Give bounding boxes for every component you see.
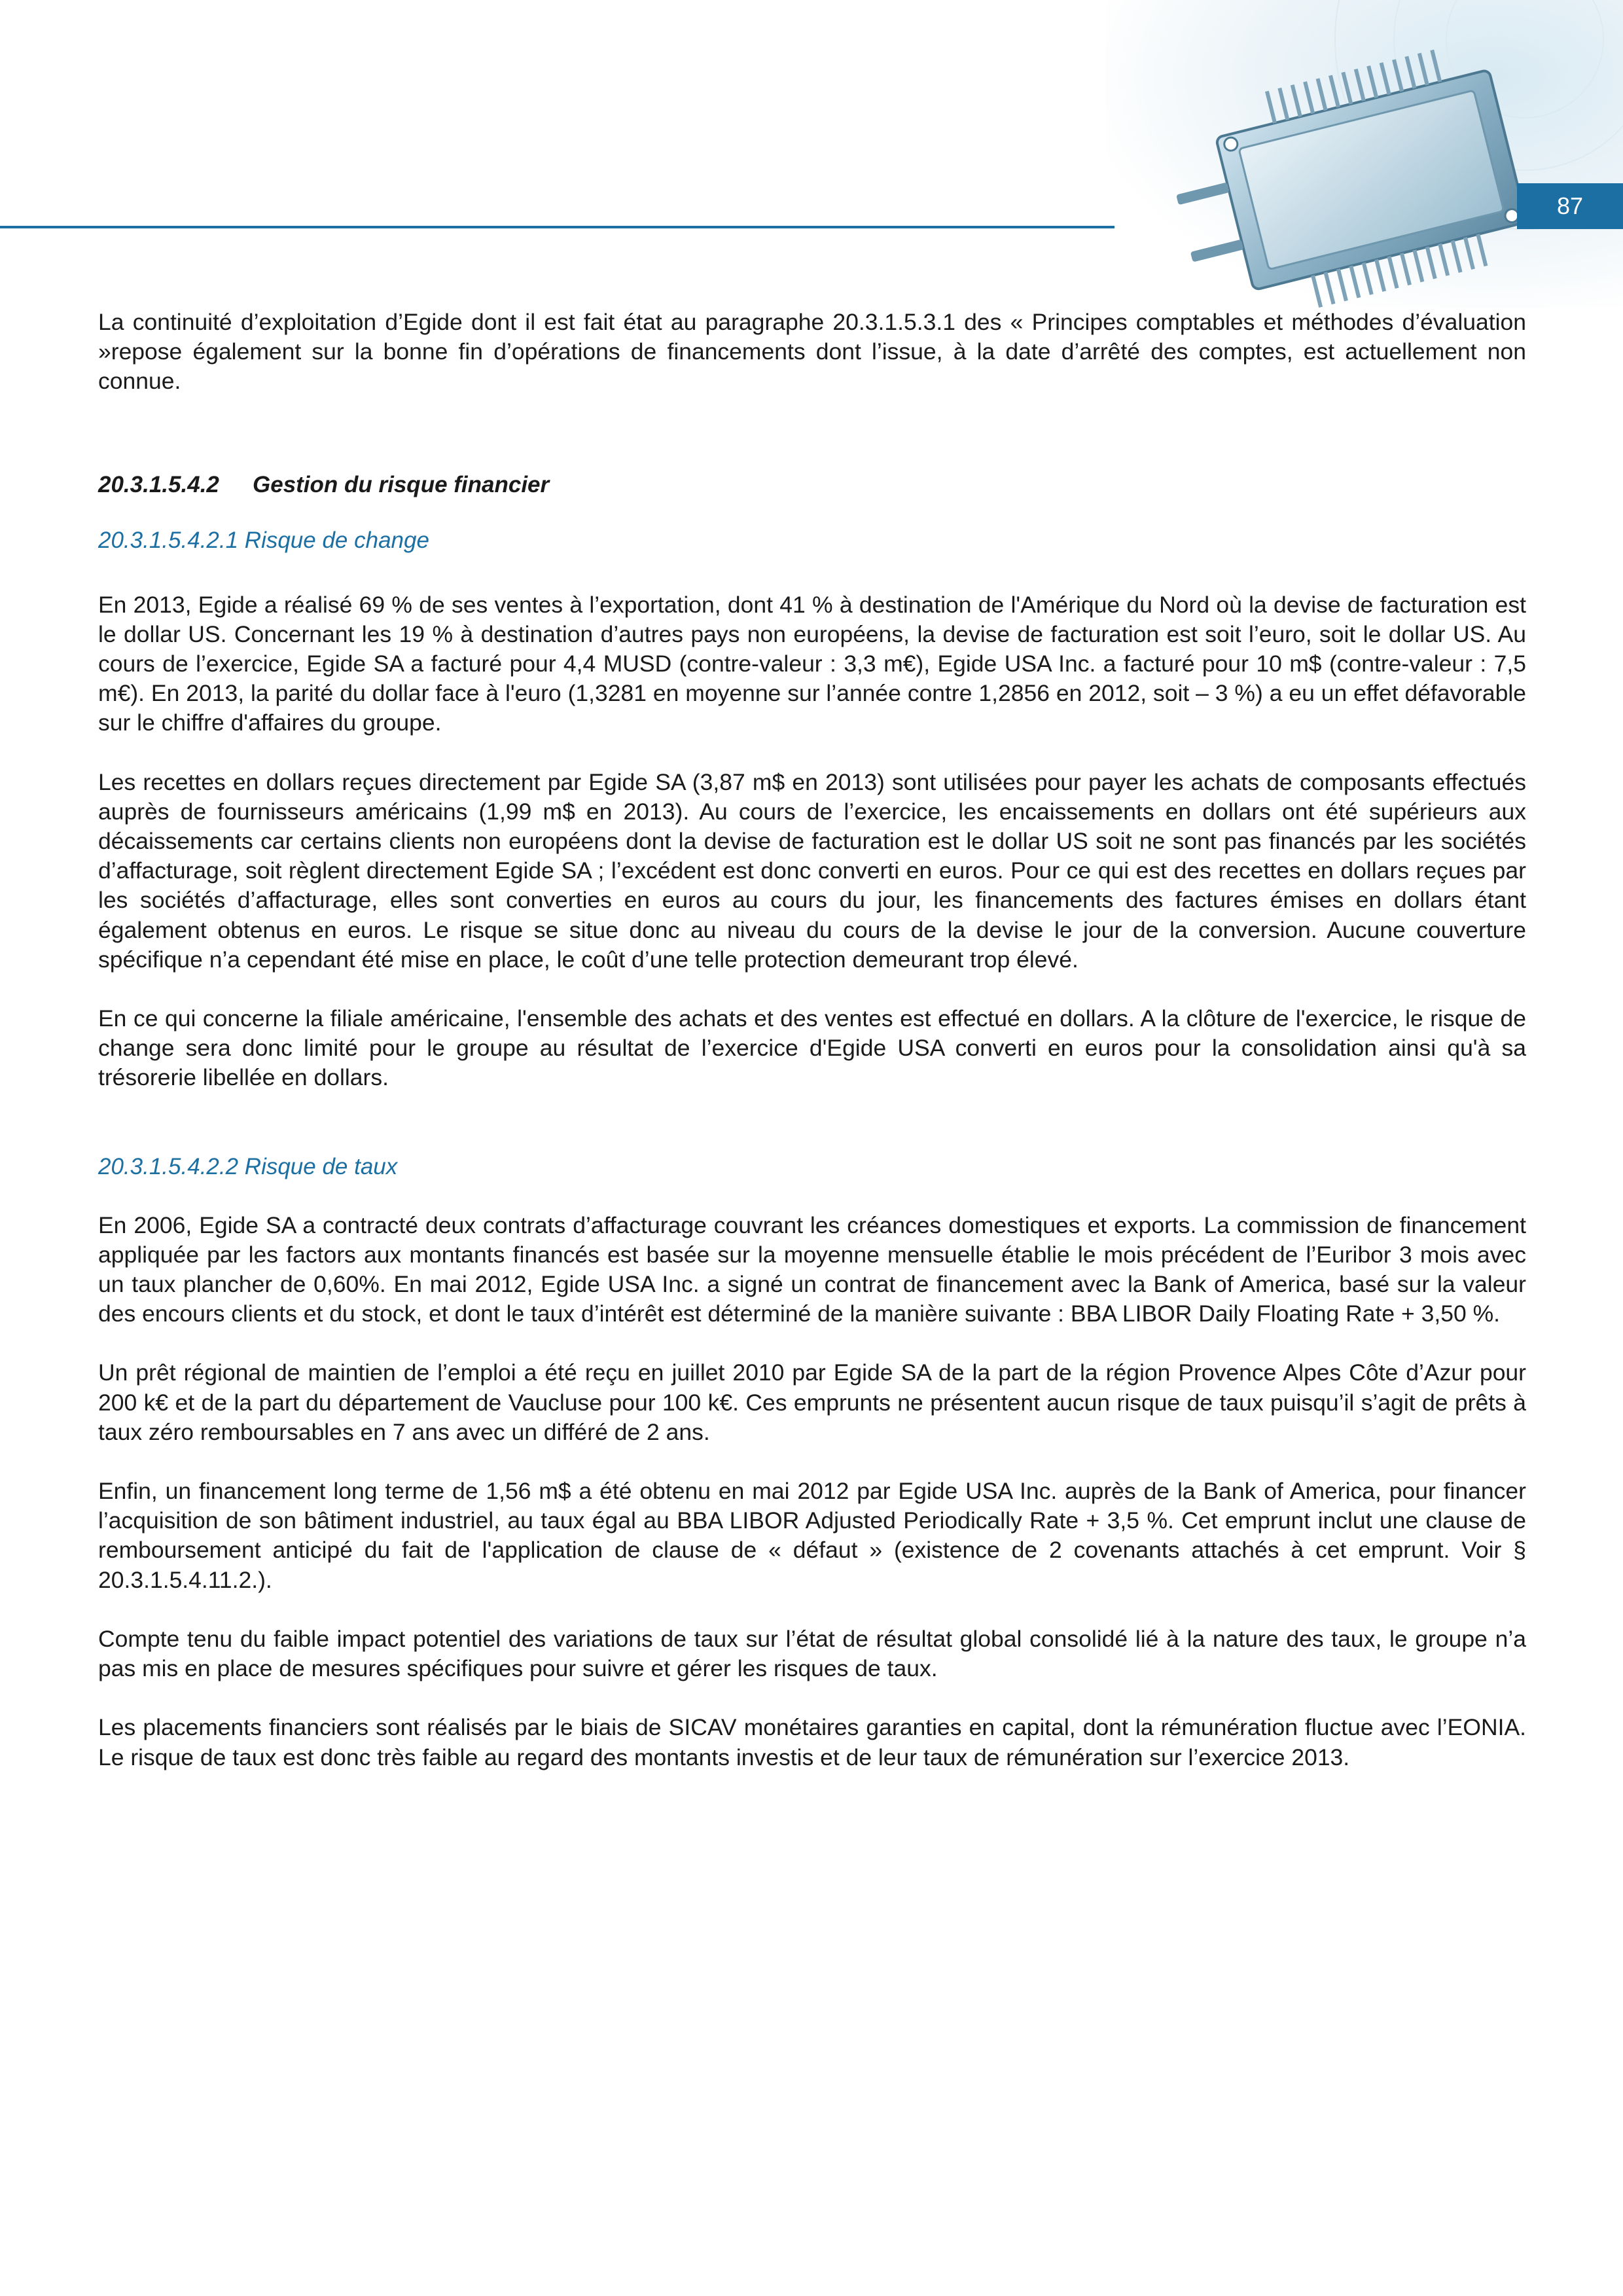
page-number: 87 [1517, 183, 1623, 229]
paragraph: Les recettes en dollars reçues directement par Egide SA (3,87 m$ en 2013) sont utilisées pour payer les achats de composants effectués auprès de fournisseurs américains (1,99 m$ en 2013). Au cours de l’exercice, les encaissements en dollars ont été supérieurs aux décaissements car certains clients non européens dont la devise de facturation est le dollar US soit ne sont pas financés par les sociétés d’affacturage, soit règlent directement Egide SA ; l’excédent est donc converti en euros. Pour ce qui est des recettes en dollars reçues par les sociétés d’affacturage, elles sont converties en euros au cours du jour, les financements des factures émises en dollars étant également obtenus en euros. Le risque se situe donc au niveau du cours de la devise le jour de la conversion. Aucune couverture spécifique n’a cependant été mise en place, le coût d’une telle protection demeurant trop élevé. [98, 768, 1526, 973]
paragraph: En 2006, Egide SA a contracté deux contrats d’affacturage couvrant les créances domestiques et exports. La commission de financement appliquée par les factors aux montants financés est basée sur la moyenne mensuelle établie le mois précédent de l’Euribor 3 mois avec un taux plancher de 0,60%. En mai 2012, Egide USA Inc. a signé un contrat de financement avec la Bank of America, basé sur la valeur des encours clients et du stock, et dont le taux d’intérêt est déterminé de la manière suivante : BBA LIBOR Daily Floating Rate + 3,50 %. [98, 1211, 1526, 1327]
subsection-heading-change: 20.3.1.5.4.2.1 Risque de change [98, 527, 429, 553]
paragraph: Enfin, un financement long terme de 1,56 m$ a été obtenu en mai 2012 par Egide USA Inc. auprès de la Bank of America, pour financer l’acquisition de son bâtiment industriel, au taux égal au BBA LIBOR Adjusted Periodically Rate + 3,5 %. Cet emprunt inclut une clause de remboursement anticipé du fait de l'application de clause de « défaut » (existence de 2 covenants attachés à cet emprunt. Voir § 20.3.1.5.4.11.2.). [98, 1478, 1526, 1593]
header-rule [0, 226, 1115, 228]
header-product-image [1106, 0, 1623, 308]
intro-paragraph: La continuité d’exploitation d’Egide dont il est fait état au paragraphe 20.3.1.5.3.1 des « Principes comptables et méthodes d’évaluation »repose également sur la bonne fin d’opérations de financements dont l’issue, à la date d’arrêté des comptes, est actuellement non connue. [98, 309, 1526, 395]
paragraph: En 2013, Egide a réalisé 69 % de ses ventes à l’exportation, dont 41 % à destination de l'Amérique du Nord où la devise de facturation est le dollar US. Concernant les 19 % à destination d’autres pays non européens, la devise de facturation est soit l’euro, soit le dollar US. Au cours de l’exercice, Egide SA a facturé pour 4,4 MUSD (contre-valeur : 3,3 m€), Egide USA Inc. a facturé pour 10 m$ (contre-valeur : 7,5 m€). En 2013, la parité du dollar face à l'euro (1,3281 en moyenne sur l’année contre 1,2856 en 2012, soit – 3 %) a eu un effet défavorable sur le chiffre d'affaires du groupe. [98, 591, 1526, 736]
paragraph: Compte tenu du faible impact potentiel des variations de taux sur l’état de résultat global consolidé lié à la nature des taux, le groupe n’a pas mis en place de mesures spécifiques pour suivre et gérer les risques de taux. [98, 1625, 1526, 1682]
section-title: Gestion du risque financier [253, 471, 550, 497]
paragraph: Les placements financiers sont réalisés par le biais de SICAV monétaires garanties en capital, dont la rémunération fluctue avec l’EONIA. Le risque de taux est donc très faible au regard des montants investis et de leur taux de rémunération sur l’exercice 2013. [98, 1714, 1526, 1770]
section-number: 20.3.1.5.4.2 [98, 471, 219, 497]
section-heading [98, 470, 1526, 499]
paragraph: En ce qui concerne la filiale américaine, l'ensemble des achats et des ventes est effectué en dollars. A la clôture de l'exercice, le risque de change sera donc limité pour le groupe au résultat de l’exercice d'Egide USA converti en euros pour la consolidation ainsi qu'à sa trésorerie libellée en dollars. [98, 1005, 1526, 1091]
subsection-heading-taux: 20.3.1.5.4.2.2 Risque de taux [98, 1153, 398, 1179]
paragraph: Un prêt régional de maintien de l’emploi a été reçu en juillet 2010 par Egide SA de la part de la région Provence Alpes Côte d’Azur pour 200 k€ et de la part du département de Vaucluse pour 100 k€. Ces emprunts ne présentent aucun risque de taux puisqu’il s’agit de prêts à taux zéro remboursables en 7 ans avec un différé de 2 ans. [98, 1359, 1526, 1445]
document-body [98, 308, 1526, 1772]
